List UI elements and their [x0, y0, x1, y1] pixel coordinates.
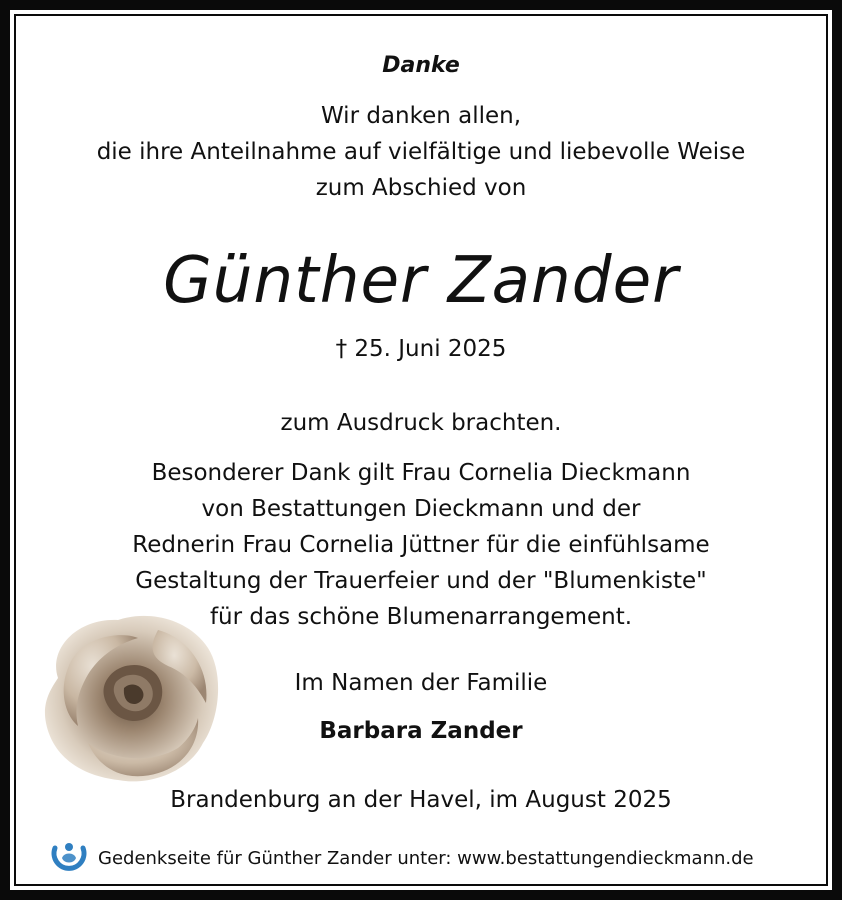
notice-heading: Danke — [382, 53, 460, 78]
thanks-line: von Bestattungen Dieckmann und der — [201, 496, 641, 522]
death-date: † 25. Juni 2025 — [335, 336, 507, 362]
thanks-line: Rednerin Frau Cornelia Jüttner für die einfühlsame — [132, 532, 710, 558]
family-prefix: Im Namen der Familie — [294, 670, 548, 696]
intro-text — [0, 98, 842, 206]
place-and-date: Brandenburg an der Havel, im August 2025 — [170, 787, 672, 813]
thanks-line: Besonderer Dank gilt Frau Cornelia Dieckmann — [151, 460, 691, 486]
thanks-line: Gestaltung der Trauerfeier und der "Blumenkiste" — [135, 568, 707, 594]
intro-line: die ihre Anteilnahme auf vielfältige und liebevolle Weise — [96, 139, 746, 165]
intro-line: zum Abschied von — [315, 175, 527, 201]
rose-image — [38, 608, 224, 786]
deceased-name: Günther Zander — [163, 244, 679, 318]
dieckmann-logo-icon — [50, 838, 88, 878]
memorial-page-text: Gedenkseite für Günther Zander unter: www.bestattungendieckmann.de — [98, 847, 754, 869]
thanks-line: für das schöne Blumenarrangement. — [209, 604, 633, 630]
memorial-page-footer — [50, 840, 754, 876]
outro-text: zum Ausdruck brachten. — [280, 410, 562, 436]
family-signature: Barbara Zander — [319, 718, 523, 744]
intro-line: Wir danken allen, — [320, 103, 522, 129]
